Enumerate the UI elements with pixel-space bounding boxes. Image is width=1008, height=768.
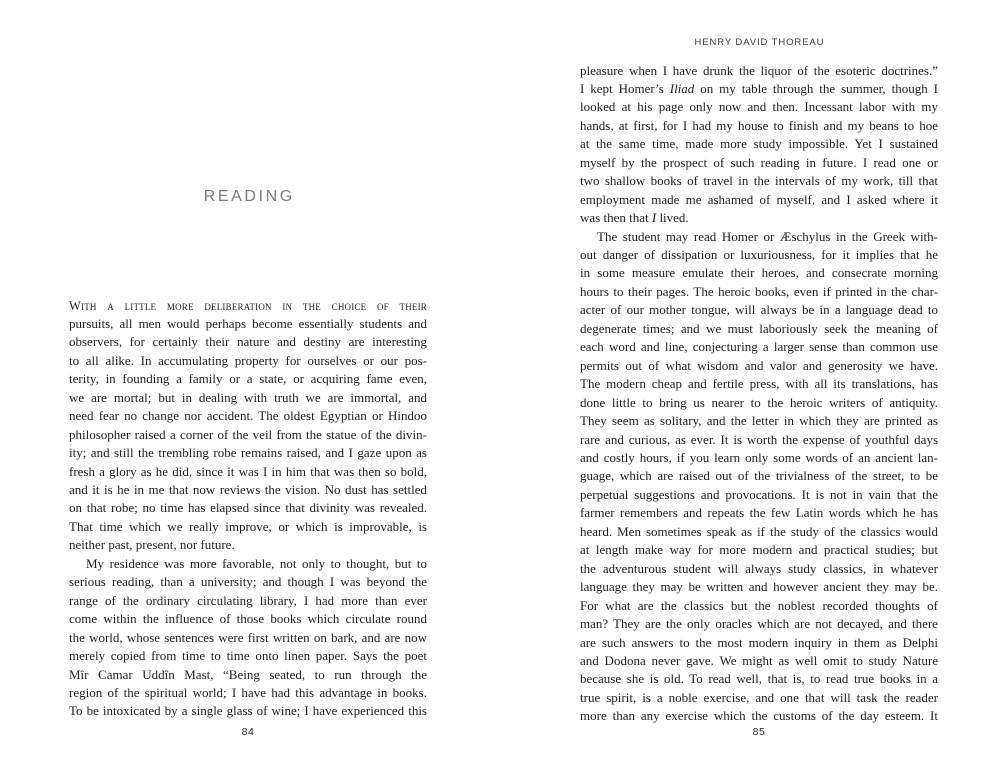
text-line: out danger of dissipation or luxuriousness, for it implies that he [580, 247, 938, 263]
text-line: For what are the classics but the noblest recorded thoughts of [580, 597, 938, 613]
text-line: myself by the prospect of such reading in future. I read one or [580, 154, 938, 170]
text-line: pleasure when I have drunk the liquor of the esoteric doctrines.” [580, 62, 938, 78]
text-line: looked at his page only now and then. Incessant labor with my [580, 99, 938, 115]
text-line: pursuits, all men would perhaps become essentially students and [69, 315, 427, 331]
text-line: acter of our mother tongue, will always be in a language dead to [580, 302, 938, 318]
right-page-body [580, 62, 938, 726]
page-number: 85 [752, 726, 766, 738]
text-line: That time which we really improve, or which is improvable, is [69, 518, 427, 534]
text-line: true spirit, is a noble exercise, and one that will task the reader [580, 689, 938, 705]
text-line: hands, at first, for I had my house to finish and my beans to hoe [580, 117, 938, 133]
text-line: because she is old. To read well, that is, to read true books in a [580, 671, 938, 687]
text-line: two shallow books of travel in the intervals of my work, till that [580, 173, 938, 189]
text-line: are such answers to the most modern inquiry in them as Delphi [580, 634, 938, 650]
text-line: rare and curious, as ever. It is worth the expense of youthful days [580, 431, 938, 447]
text-line: the world, whose sentences were first written on bark, and are now [69, 629, 427, 645]
text-line: fresh a glory as he did, since it was I in him that was then so bold, [69, 463, 427, 479]
text-line: more than any exercise which the customs of the day esteem. It [580, 708, 938, 724]
text-line: philosopher raised a corner of the veil from the statue of the divin- [69, 426, 427, 442]
text-line: observers, for certainly their nature and destiny are interesting [69, 334, 427, 350]
text-line: hours to their pages. The heroic books, even if printed in the char- [580, 283, 938, 299]
text-line: merely copied from time to time onto linen paper. Says the poet [69, 648, 427, 664]
text-line: farmer remembers and repeats the few Latin words which he has [580, 505, 938, 521]
left-page-body [69, 297, 427, 721]
text-line: man? They are the only oracles which are not decayed, and there [580, 616, 938, 632]
text-line: at the same time, made more study impossible. Yet I sustained [580, 136, 938, 152]
running-header: HENRY DAVID THOREAU [694, 37, 825, 48]
text-line: The modern cheap and fertile press, with all its translations, has [580, 376, 938, 392]
text-line: range of the ordinary circulating library, I had more than ever [69, 592, 427, 608]
text-line: in some measure emulate their heroes, and consecrate morning [580, 265, 938, 281]
text-line: The student may read Homer or Æschylus in the Greek with- [597, 228, 938, 244]
left-page [69, 0, 427, 768]
chapter-title: READING [203, 188, 295, 205]
text-line: was then that I lived. [580, 210, 689, 226]
text-line: region of the spiritual world; I have had this advantage in books. [69, 685, 427, 701]
text-line: serious reading, than a university; and though I was beyond the [69, 574, 427, 590]
text-line: guage, which are raised out of the trivialness of the street, to be [580, 468, 938, 484]
text-line: They seem as solitary, and the letter in which they are printed as [580, 413, 938, 429]
text-line: we are mortal; but in dealing with truth we are immortal, and [69, 389, 427, 405]
right-page [580, 0, 938, 768]
text-line: on that robe; no time has elapsed since that divinity was revealed. [69, 500, 427, 516]
text-line: heard. Men sometimes speak as if the study of the classics would [580, 523, 938, 539]
text-line: each word and line, conjecturing a larger sense than common use [580, 339, 938, 355]
text-line: I kept Homer’s Iliad on my table through the summer, though I [580, 80, 938, 96]
text-line: Mîr Camar Uddîn Mast, “Being seated, to run through the [69, 666, 427, 682]
text-line: perpetual suggestions and provocations. It is not in vain that the [580, 486, 938, 502]
text-line: employment made me ashamed of myself, and I asked where it [580, 191, 938, 207]
text-line: and it is he in me that now reviews the vision. No dust has settled [69, 482, 427, 498]
text-line: My residence was more favorable, not only to thought, but to [86, 555, 427, 571]
text-line: need fear no change nor accident. The oldest Egyptian or Hindoo [69, 408, 427, 424]
text-line: at length make way for more modern and practical studies; but [580, 542, 938, 558]
text-line: degenerate times; and we must laboriously seek the meaning of [580, 320, 938, 336]
page-number: 84 [241, 726, 255, 738]
text-line: neither past, present, nor future. [69, 537, 235, 553]
text-line: With a little more deliberation in the choice of their [69, 298, 427, 313]
text-line: and costly hours, if you learn only some words of an ancient lan- [580, 450, 938, 466]
text-line: To be intoxicated by a single glass of wine; I have experienced this [69, 703, 427, 719]
text-line: to all alike. In accumulating property for ourselves or our pos- [69, 352, 427, 368]
text-line: the adventurous student will always study classics, in whatever [580, 560, 938, 576]
text-line: permits out of what wisdom and valor and generosity we have. [580, 357, 938, 373]
text-line: and Dodona never gave. We might as well omit to study Nature [580, 653, 938, 668]
text-line: language they may be written and however ancient they may be. [580, 579, 938, 595]
text-line: come within the influence of those books which circulate round [69, 611, 427, 627]
text-line: terity, in founding a family or a state, or acquiring fame even, [69, 371, 427, 387]
text-line: ity; and still the trembling robe remains raised, and I gaze upon as [69, 445, 427, 461]
text-line: done little to bring us nearer to the heroic writers of antiquity. [580, 394, 938, 410]
